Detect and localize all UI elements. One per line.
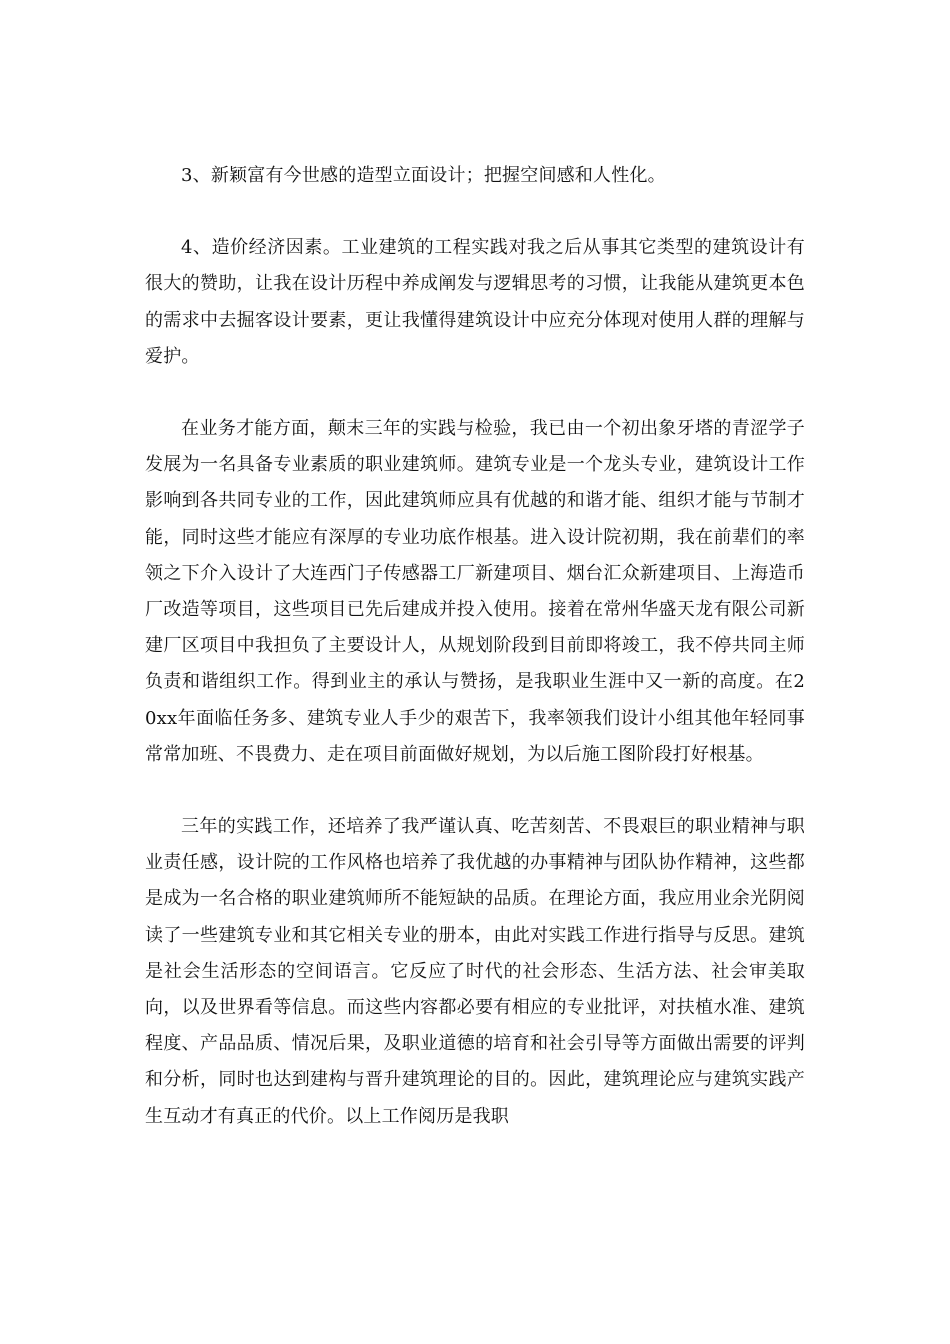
paragraph-item-3: 3、新颖富有今世感的造型立面设计；把握空间感和人性化。 [181,165,666,186]
document-body [145,158,805,1135]
paragraph-business-ability: 在业务才能方面，颠末三年的实践与检验，我已由一个初出象牙塔的青涩学子发展为一名具备专业素质的职业建筑师。建筑专业是一个龙头专业，建筑设计工作影响到各共同专业的工作，因此建筑师应具有优越的和谐才能、组织才能与节制才能，同时这些才能应有深厚的专业功底作根基。进入设计院初期，我在前辈们的率领之下介入设计了大连西门子传感器工厂新建项目、烟台汇众新建项目、上海造币厂改造等项目，这些项目已先后建成并投入使用。接着在常州华盛天龙有限公司新建厂区项目中我担负了主要设计人，从规划阶段到目前即将竣工，我不停共同主师负责和谐组织工作。得到业主的承认与赞扬，是我职业生涯中又一新的高度。在20xx年面临任务多、建筑专业人手少的艰苦下，我率领我们设计小组其他年轻同事常常加班、不畏费力、走在项目前面做好规划，为以后施工图阶段打好根基。 [145,418,805,765]
paragraph-item-4: 4、造价经济因素。工业建筑的工程实践对我之后从事其它类型的建筑设计有很大的赞助，让我在设计历程中养成阐发与逻辑思考的习惯，让我能从建筑更本色的需求中去掘客设计要素，更让我懂得建筑设计中应充分体现对使用人群的理解与爱护。 [145,237,805,367]
paragraph-three-years-practice: 三年的实践工作，还培养了我严谨认真、吃苦刻苦、不畏艰巨的职业精神与职业责任感，设计院的工作风格也培养了我优越的办事精神与团队协作精神，这些都是成为一名合格的职业建筑师所不能短缺的品质。在理论方面，我应用业余光阴阅读了一些建筑专业和其它相关专业的册本，由此对实践工作进行指导与反思。建筑是社会生活形态的空间语言。它反应了时代的社会形态、生活方法、社会审美取向，以及世界看等信息。而这些内容都必要有相应的专业批评，对扶植水准、建筑程度、产品品质、情况后果，及职业道德的培育和社会引导等方面做出需要的评判和分析，同时也达到建构与晋升建筑理论的目的。因此，建筑理论应与建筑实践产生互动才有真正的代价。以上工作阅历是我职 [145,816,805,1127]
paragraph-gap [145,773,805,809]
paragraph-gap [145,194,805,230]
paragraph-gap [145,375,805,411]
